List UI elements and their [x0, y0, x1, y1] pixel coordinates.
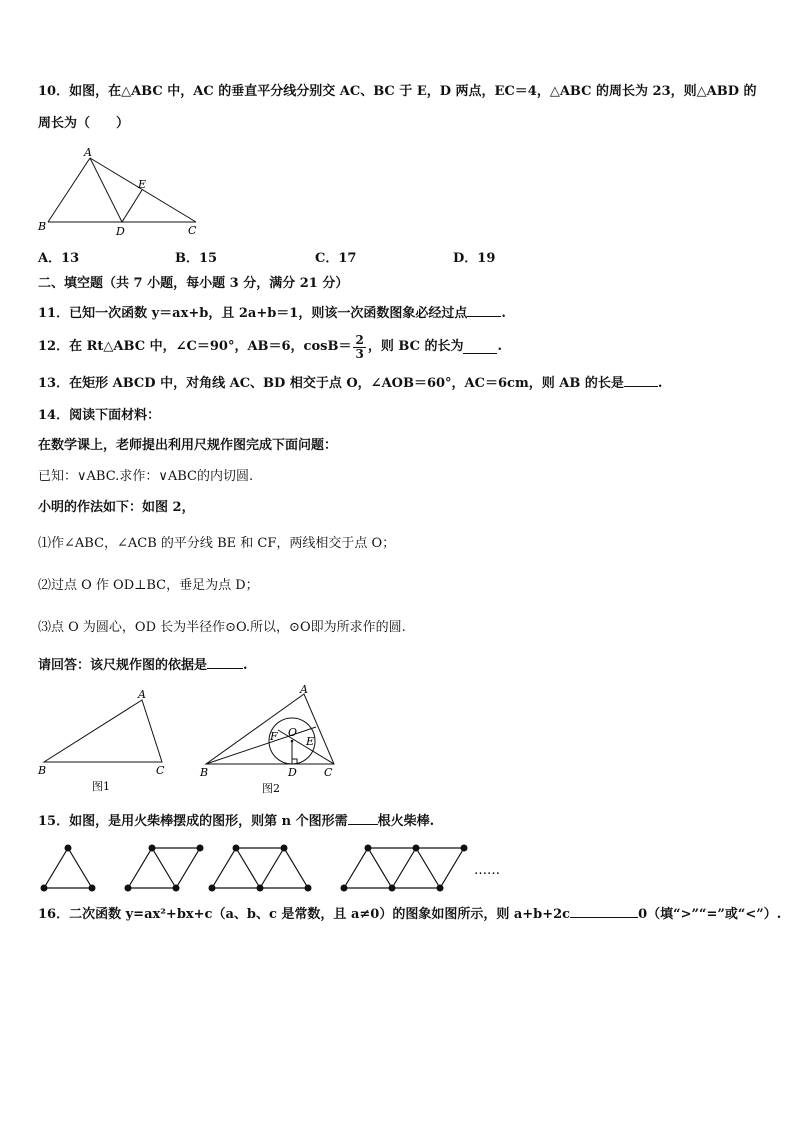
q12-denominator: 3: [355, 346, 364, 361]
q16: [38, 905, 781, 923]
q14-step1: ⑴作∠ABC，∠ACB 的平分线 BE 和 CF，两线相交于点 O；: [38, 536, 396, 551]
fig2-caption: 图2: [262, 782, 280, 795]
q14-answer-blank[interactable]: [207, 656, 243, 669]
q12-answer-blank[interactable]: [463, 341, 497, 354]
q14-step3: ⑶点 O 为圆心，OD 长为半径作⊙O.所以，⊙O即为所求作的圆.: [38, 620, 406, 635]
q12: [38, 330, 502, 364]
q16-post: 0（填“>”“=”或“<”）.: [638, 907, 782, 922]
q10-label-d: D: [116, 225, 125, 238]
q14-line3: 已知：∨ABC.求作：∨ABC的内切圆.: [38, 469, 254, 484]
q10-label-c: C: [188, 224, 197, 237]
q15: [38, 812, 434, 830]
q15-matchstick-figures: [30, 838, 510, 896]
q14-line2: 在数学课上，老师提出利用尺规作图完成下面问题：: [38, 438, 338, 453]
q10-option-b: B．15: [175, 251, 218, 266]
section-title: 二、填空题（共 7 小题，每小题 3 分，满分 21 分）: [38, 276, 349, 291]
q16-pre: 16．二次函数 y=ax²+bx+c（a、b、c 是常数，且 a≠0）的图象如图所示，则 a+b+2c: [38, 907, 571, 922]
q15-pre: 15．如图，是用火柴棒摆成的图形，则第 n 个图形需: [38, 814, 348, 829]
q16-answer-blank[interactable]: [570, 905, 638, 918]
q10-label-a: A: [84, 146, 92, 159]
q11-text: 11．已知一次函数 y＝ax+b，且 2a+b＝1，则该一次函数图象必经过点: [38, 306, 468, 321]
q13: [38, 374, 662, 392]
q10-line2: 周长为（ ）: [38, 116, 130, 131]
q12-end: .: [497, 339, 502, 354]
q14-line4: 小明的作法如下：如图 2，: [38, 500, 195, 515]
fig2-label-o: O: [288, 726, 298, 739]
q15-post: 根火柴棒.: [377, 814, 435, 829]
fig2-label-f: F: [270, 730, 278, 743]
q11-answer-blank[interactable]: [467, 304, 501, 317]
q13-answer-blank[interactable]: [624, 374, 658, 387]
q10-option-c: C．17: [315, 251, 357, 266]
fig1-label-c: C: [156, 764, 165, 777]
fig1-label-a: A: [138, 688, 146, 701]
fig1-label-b: B: [38, 764, 47, 777]
q14-question: [38, 656, 248, 674]
q14-step2: ⑵过点 O 作 OD⊥BC，垂足为点 D；: [38, 578, 259, 593]
q12-post: ，则 BC 的长为: [367, 339, 464, 354]
q11: [38, 304, 506, 322]
q10-figure: [36, 146, 206, 238]
fig2-label-e: E: [306, 735, 315, 748]
q15-answer-blank[interactable]: [348, 812, 378, 825]
q14-figure-2: [196, 680, 346, 798]
q12-pre: 12．在 Rt△ABC 中，∠C＝90°，AB＝6，cosB＝: [38, 339, 352, 354]
q10-option-d: D．19: [453, 251, 496, 266]
q14-end: .: [243, 658, 248, 673]
fig2-label-d: D: [288, 766, 297, 779]
fig2-label-b: B: [200, 766, 209, 779]
q10-label-e: E: [138, 178, 147, 191]
fig2-label-a: A: [300, 683, 308, 696]
q12-numerator: 2: [355, 332, 364, 347]
q13-end: .: [657, 376, 663, 391]
q10-line1: 10．如图，在△ABC 中，AC 的垂直平分线分别交 AC、BC 于 E，D 两点，EC＝4，△ABC 的周长为 23，则△ABD 的: [38, 84, 757, 99]
q12-fraction: [353, 334, 365, 361]
q10-option-a: A．13: [38, 251, 80, 266]
fig1-caption: 图1: [92, 780, 110, 793]
fig2-label-c: C: [324, 766, 333, 779]
q13-text: 13．在矩形 ABCD 中，对角线 AC、BD 相交于点 O，∠AOB＝60°，AC＝6cm，则 AB 的长是: [38, 376, 624, 391]
q15-ellipsis: ……: [474, 863, 500, 878]
q14-question-text: 请回答：该尺规作图的依据是: [38, 658, 208, 673]
q10-label-b: B: [38, 220, 47, 233]
q14-figure-1: [34, 686, 174, 794]
q11-end: .: [501, 306, 506, 321]
q14-line1: 14．阅读下面材料：: [38, 408, 161, 423]
